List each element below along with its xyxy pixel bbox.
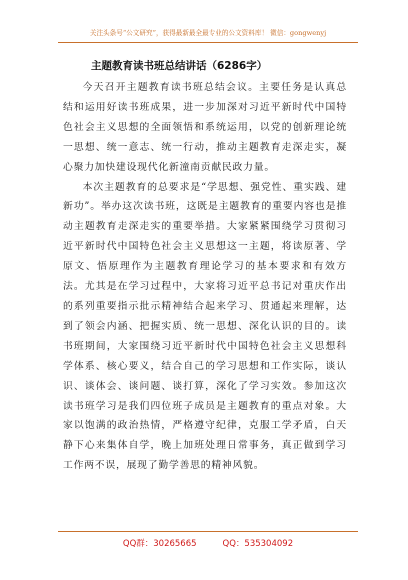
- footer-qq-contact: QQ：535304092: [222, 539, 294, 549]
- document-title: 主题教育读书班总结讲话（6286字）: [91, 60, 268, 72]
- page-footer: [58, 537, 358, 549]
- page-header-notice: 关注头条号“公文研究”，获得最新最全最专业的公文资料库！ 微信：gongwenyj: [89, 29, 327, 37]
- header-divider: [58, 42, 358, 43]
- body-paragraph: 今天召开主题教育读书班总结会议。主要任务是认真总结和运用好读书班成果，进一步加深对习近平新时代中国特色社会主义思想的全面领悟和系统运用，以党的创新理论统一思想、统一意志、统一行动，推动主题教育走深走实，凝心聚力加快建设现代化新潼南贡献民政力量。: [63, 82, 347, 173]
- body-paragraph: 本次主题教育的总要求是“学思想、强党性、重实践、建新功”。举办这次读书班，这既是主题教育的重要内容也是推动主题教育走深走实的重要举措。大家紧紧围绕学习贯彻习近平新时代中国特色社会主义思想这一主题，将读原著、学原文、悟原理作为主题教育理论学习的基本要求和有效方法。尤其是在学习过程中，大家将习近平总书记对重庆作出的系列重要指示批示精神结合起来学习、贯通起来理解，达到了领会内涵、把握实质、统一思想、深化认识的目的。读书班期间，大家围绕习近平新时代中国特色社会主义思想科学体系、核心要义，结合自己的学习思想和工作实际，谈认识、谈体会、谈问题、谈打算，深化了学习实效。参加这次读书班学习是我们四位班子成员是主题教育的重点对象。大家以饱满的政治热情，严格遵守纪律，克服工学矛盾，白天静下心来集体自学，晚上加班处理日常事务，真正做到学习工作两不误，展现了勤学善思的精神风貌。: [63, 181, 347, 472]
- footer-divider: [58, 531, 358, 532]
- footer-qq-group: QQ群：30265665: [122, 539, 197, 549]
- document-body: [63, 78, 347, 476]
